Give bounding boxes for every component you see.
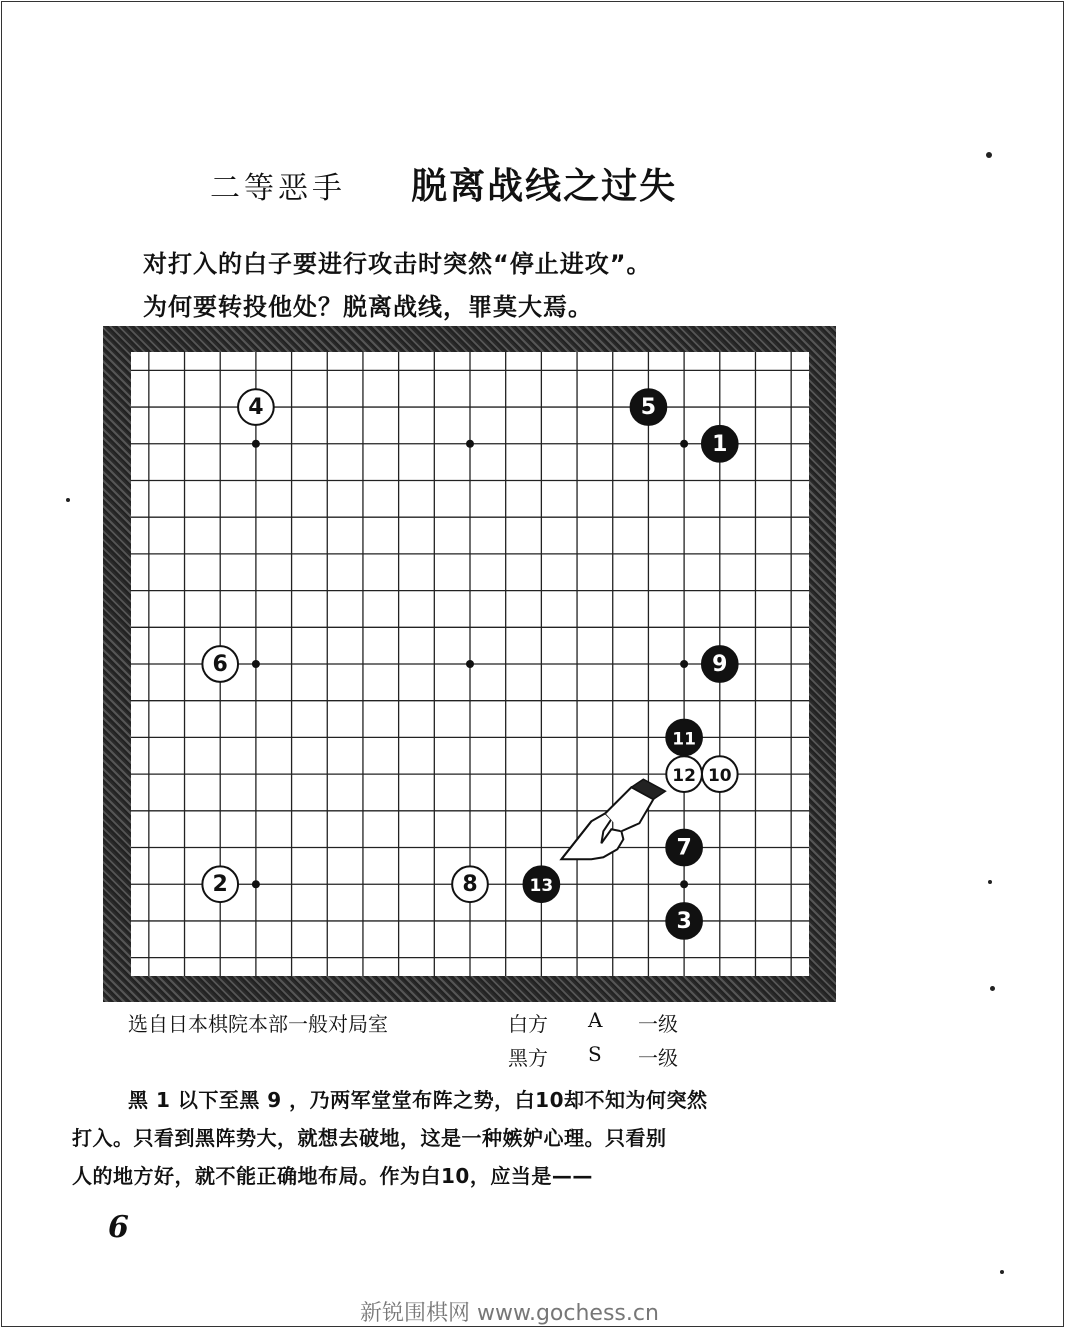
stone-label-10: 10 <box>707 766 732 787</box>
stone-label-6: 6 <box>212 652 228 677</box>
stone-label-3: 3 <box>676 908 692 934</box>
body-line-2: 打入。只看到黑阵势大，就想去破地，这是一种嫉妒心理。只看别 <box>72 1126 667 1150</box>
caption-source: 选自日本棋院本部一般对局室 <box>128 1012 388 1036</box>
caption-white-label: 白方 <box>508 1012 548 1036</box>
page-number: 6 <box>108 1210 129 1245</box>
go-board-frame <box>103 326 836 1002</box>
stone-label-2: 2 <box>212 872 228 898</box>
star-point <box>680 880 688 888</box>
star-point <box>680 660 688 668</box>
stone-label-1: 1 <box>712 431 728 457</box>
stone-label-13: 13 <box>529 876 554 897</box>
go-board-diagram <box>131 352 809 976</box>
caption-white-player: A <box>588 1008 603 1032</box>
star-point <box>252 660 260 668</box>
stone-label-12: 12 <box>672 766 696 787</box>
page-title <box>210 158 677 209</box>
intro-line-2: 为何要转投他处？脱离战线，罪莫大焉。 <box>143 293 593 321</box>
caption-black-rank: 一级 <box>638 1046 678 1070</box>
stone-label-9: 9 <box>712 652 728 677</box>
body-line-3: 人的地方好，就不能正确地布局。作为白10，应当是—— <box>72 1164 593 1188</box>
stone-label-5: 5 <box>640 395 657 421</box>
print-speck <box>986 152 992 158</box>
title-subtitle: 二等恶手 <box>210 171 346 206</box>
stone-label-11: 11 <box>672 729 696 750</box>
print-speck <box>1000 1270 1004 1274</box>
star-point <box>466 440 474 448</box>
star-point <box>466 660 474 668</box>
title-main: 脱离战线之过失 <box>411 165 678 207</box>
stone-label-4: 4 <box>248 395 264 421</box>
intro-line-1: 对打入的白子要进行攻击时突然“停止进攻”。 <box>143 250 652 278</box>
site-watermark: 新锐围棋网 www.gochess.cn <box>360 1301 659 1326</box>
caption-black-label: 黑方 <box>508 1046 548 1070</box>
stone-label-7: 7 <box>676 835 692 861</box>
star-point <box>252 440 260 448</box>
star-point <box>252 880 260 888</box>
star-point <box>680 440 688 448</box>
caption-white-rank: 一级 <box>638 1012 678 1036</box>
print-speck <box>990 986 995 991</box>
print-speck <box>66 498 70 502</box>
caption-black-player: S <box>588 1042 602 1066</box>
body-line-1: 黑 1 以下至黑 9 ，乃两军堂堂布阵之势，白10却不知为何突然 <box>128 1088 708 1112</box>
stone-label-8: 8 <box>462 872 478 898</box>
go-board <box>131 352 809 976</box>
print-speck <box>988 880 992 884</box>
